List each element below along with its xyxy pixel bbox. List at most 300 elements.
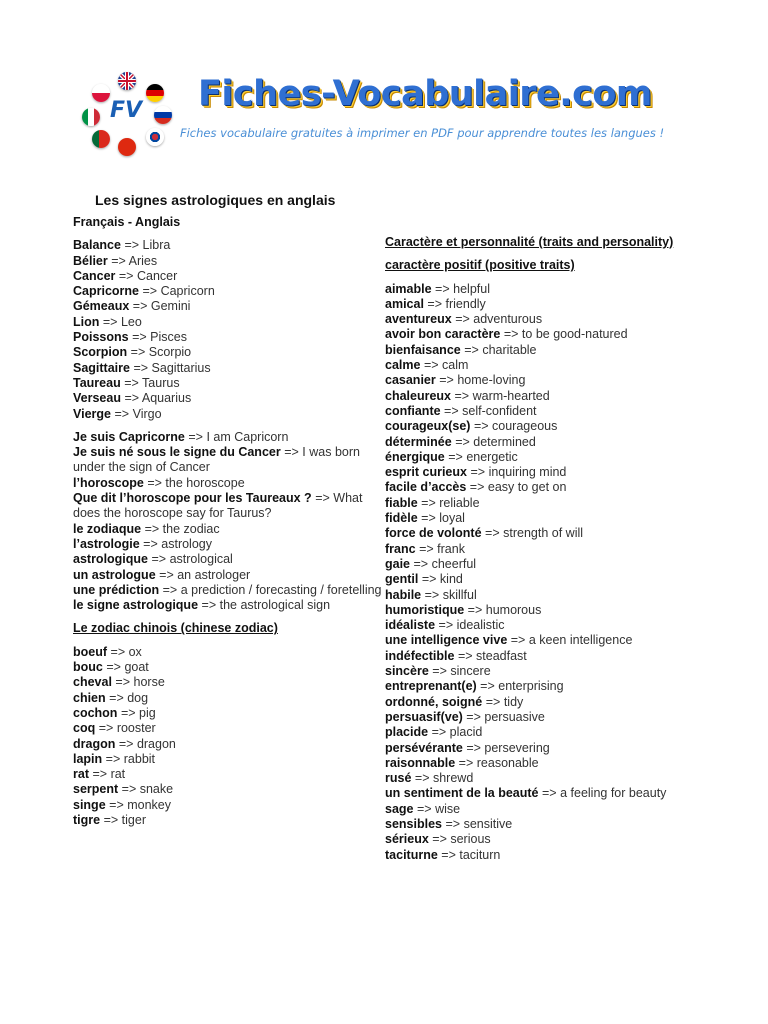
french-term: esprit curieux: [385, 465, 467, 480]
english-term: a keen intelligence: [528, 633, 633, 648]
french-term: chaleureux: [385, 388, 452, 403]
french-term: persévérante: [385, 740, 463, 755]
vocab-entry: [73, 269, 385, 284]
vocab-entry: [385, 358, 685, 373]
arrow-symbol: =>: [457, 648, 473, 663]
vocab-entry: [73, 813, 385, 828]
arrow-symbol: =>: [132, 330, 147, 345]
vocab-entry: [73, 238, 385, 253]
french-term: une prédiction: [73, 582, 160, 597]
english-term: a feeling for beauty: [560, 786, 667, 801]
vocab-entry: [73, 299, 385, 314]
vocab-entry: [73, 691, 385, 706]
arrow-symbol: =>: [439, 373, 454, 388]
vocab-entry: [73, 660, 385, 675]
french-term: persuasif(ve): [385, 709, 463, 724]
arrow-symbol: =>: [103, 812, 119, 827]
english-term: taciturn: [459, 847, 501, 862]
vocab-entry: [73, 284, 385, 299]
arrow-symbol: =>: [455, 312, 470, 327]
french-term: déterminée: [385, 434, 452, 449]
arrow-symbol: =>: [419, 541, 434, 556]
arrow-symbol: =>: [438, 618, 454, 633]
french-term: entreprenant(e): [385, 679, 477, 694]
french-term: calme: [385, 358, 421, 373]
vocab-entry: [73, 537, 385, 552]
english-term: tidy: [503, 694, 524, 709]
arrow-symbol: =>: [458, 755, 474, 770]
english-term: Virgo: [132, 406, 162, 421]
arrow-symbol: =>: [427, 296, 443, 311]
arrow-symbol: =>: [542, 786, 557, 801]
vocab-entry: [385, 465, 685, 480]
vocab-entry: [385, 603, 685, 618]
arrow-symbol: =>: [284, 445, 299, 460]
personality-section-header: Caractère et personnalité (traits and personality): [385, 235, 674, 249]
arrow-symbol: =>: [480, 679, 495, 694]
vocab-entry: [385, 817, 685, 832]
english-term: the zodiac: [162, 521, 220, 536]
vocab-entry: [385, 542, 685, 557]
english-term: Scorpio: [148, 345, 192, 360]
french-term: Je suis né sous le signe du Cancer: [73, 445, 281, 460]
vocab-entry: [385, 389, 685, 404]
arrow-symbol: =>: [188, 429, 203, 444]
french-term: Verseau: [73, 391, 121, 406]
french-term: habile: [385, 587, 422, 602]
arrow-symbol: =>: [421, 572, 437, 587]
vocab-entry: [73, 675, 385, 690]
french-term: sérieux: [385, 832, 429, 847]
french-term: avoir bon caractère: [385, 327, 501, 342]
vocab-entry: [385, 786, 685, 801]
english-term: the astrological sign: [219, 598, 331, 613]
arrow-symbol: =>: [435, 281, 450, 296]
portugal-flag-icon: [92, 130, 110, 148]
french-term: une intelligence vive: [385, 633, 508, 648]
vocab-entry: [73, 552, 385, 567]
vocab-entry: [73, 583, 385, 598]
english-term: Pisces: [150, 330, 187, 345]
french-term: Scorpion: [73, 345, 128, 360]
arrow-symbol: =>: [124, 238, 140, 253]
french-term: ordonné, soigné: [385, 694, 483, 709]
arrow-symbol: =>: [114, 406, 130, 421]
vocab-entry: [385, 511, 685, 526]
arrow-symbol: =>: [441, 847, 456, 862]
vocab-entry: [73, 598, 385, 613]
english-term: inquiring mind: [488, 465, 567, 480]
vocab-entry: [385, 633, 685, 648]
arrow-symbol: =>: [132, 299, 148, 314]
vocab-entry: [73, 430, 385, 445]
arrow-symbol: =>: [118, 268, 134, 283]
zodiac-signs-list: [73, 238, 385, 422]
arrow-symbol: =>: [503, 327, 519, 342]
arrow-symbol: =>: [124, 375, 139, 390]
french-term: l’astrologie: [73, 536, 140, 551]
french-term: courageux(se): [385, 419, 471, 434]
french-term: rusé: [385, 771, 412, 786]
english-term: adventurous: [473, 312, 543, 327]
english-term: Sagittarius: [151, 360, 211, 375]
english-term: placid: [449, 725, 483, 740]
vocab-entry: [73, 476, 385, 491]
french-term: Balance: [73, 238, 121, 253]
english-term: to be good-natured: [521, 327, 628, 342]
left-column: [73, 215, 385, 828]
vocab-entry: [385, 679, 685, 694]
french-term: Capricorne: [73, 284, 139, 299]
english-term: rat: [110, 767, 126, 782]
site-tagline: Fiches vocabulaire gratuites à imprimer en PDF pour apprendre toutes les langues !: [180, 126, 665, 140]
arrow-symbol: =>: [120, 705, 136, 720]
arrow-symbol: =>: [92, 767, 108, 782]
vocab-entry: [385, 771, 685, 786]
english-term: snake: [139, 782, 174, 797]
english-term: astrology: [161, 536, 212, 551]
french-term: tigre: [73, 812, 101, 827]
vocab-entry: [73, 568, 385, 583]
french-term: gaie: [385, 556, 411, 571]
english-term: kind: [439, 572, 463, 587]
english-term: rabbit: [123, 751, 156, 766]
french-term: fiable: [385, 495, 418, 510]
english-term: charitable: [482, 342, 537, 357]
vocab-entry: [73, 407, 385, 422]
vocab-entry: [385, 756, 685, 771]
english-term: home-loving: [457, 373, 526, 388]
english-term: cheerful: [431, 556, 477, 571]
vocab-entry: [73, 721, 385, 736]
arrow-symbol: =>: [485, 694, 501, 709]
french-term: indéfectible: [385, 648, 455, 663]
french-term: placide: [385, 725, 429, 740]
arrow-symbol: =>: [445, 816, 461, 831]
french-term: casanier: [385, 373, 436, 388]
english-term: a prediction / forecasting / foretelling: [180, 582, 382, 597]
french-term: dragon: [73, 736, 116, 751]
arrow-symbol: =>: [414, 771, 430, 786]
arrow-symbol: =>: [464, 342, 479, 357]
english-term: tiger: [121, 812, 146, 827]
english-term: persevering: [484, 740, 550, 755]
english-term: Gemini: [150, 299, 191, 314]
english-term: helpful: [453, 281, 490, 296]
vocab-entry: [385, 618, 685, 633]
arrow-symbol: =>: [470, 465, 486, 480]
english-term: astrological: [169, 552, 233, 567]
french-term: le signe astrologique: [73, 598, 199, 613]
english-term: reasonable: [476, 755, 539, 770]
french-term: singe: [73, 797, 106, 812]
french-term: Que dit l’horoscope pour les Taureaux ?: [73, 491, 312, 506]
english-term: determined: [473, 434, 536, 449]
english-term: skillful: [442, 587, 477, 602]
vocab-entry: [73, 376, 385, 391]
english-term: Libra: [142, 238, 171, 253]
french-term: facile d’accès: [385, 480, 467, 495]
french-term: un astrologue: [73, 567, 156, 582]
french-term: Lion: [73, 314, 100, 329]
arrow-symbol: =>: [162, 582, 178, 597]
french-term: Bélier: [73, 253, 108, 268]
english-term: enterprising: [498, 679, 564, 694]
flags-cluster-icon: [80, 68, 180, 164]
fv-badge: FV: [110, 98, 143, 123]
french-term: amical: [385, 296, 424, 311]
vocab-entry: [385, 710, 685, 725]
vocab-entry: [385, 496, 685, 511]
french-term: astrologique: [73, 552, 149, 567]
arrow-symbol: =>: [431, 725, 447, 740]
arrow-symbol: =>: [469, 480, 485, 495]
english-term: friendly: [445, 296, 486, 311]
french-term: Sagittaire: [73, 360, 130, 375]
arrow-symbol: =>: [467, 602, 483, 617]
english-term: frank: [437, 541, 465, 556]
english-term: pig: [139, 705, 156, 720]
arrow-symbol: =>: [421, 495, 436, 510]
english-term: Capricorn: [160, 284, 215, 299]
english-term: warm-hearted: [472, 388, 550, 403]
english-term: Aquarius: [141, 391, 192, 406]
french-term: Gémeaux: [73, 299, 130, 314]
english-term: the horoscope: [165, 475, 245, 490]
english-term: horse: [133, 675, 165, 690]
english-term: Cancer: [136, 268, 178, 283]
vocab-entry: [385, 435, 685, 450]
vocab-entry: [385, 832, 685, 847]
english-term: dog: [127, 690, 149, 705]
arrow-symbol: =>: [423, 358, 439, 373]
positive-traits-list: [385, 282, 685, 863]
vocab-entry: [73, 767, 385, 782]
arrow-symbol: =>: [201, 598, 217, 613]
french-term: énergique: [385, 449, 445, 464]
arrow-symbol: =>: [115, 675, 131, 690]
french-term: le zodiaque: [73, 521, 142, 536]
arrow-symbol: =>: [106, 660, 121, 675]
french-term: serpent: [73, 782, 119, 797]
french-term: Cancer: [73, 268, 116, 283]
astrology-phrases-list: [73, 430, 385, 614]
french-term: force de volonté: [385, 526, 482, 541]
english-term: goat: [124, 660, 149, 675]
vocab-entry: [73, 391, 385, 406]
french-term: Je suis Capricorne: [73, 429, 185, 444]
english-term: shrewd: [432, 771, 474, 786]
arrow-symbol: =>: [151, 552, 167, 567]
english-term: an astrologer: [177, 567, 251, 582]
english-term: steadfast: [476, 648, 527, 663]
chinese-zodiac-list: [73, 645, 385, 829]
french-term: confiante: [385, 403, 441, 418]
english-term: easy to get on: [487, 480, 567, 495]
vocab-entry: [73, 752, 385, 767]
french-term: bienfaisance: [385, 342, 461, 357]
poland-flag-icon: [92, 84, 110, 102]
french-term: boeuf: [73, 644, 108, 659]
vocab-entry: [73, 782, 385, 797]
uk-flag-icon: [118, 72, 136, 90]
french-term: aimable: [385, 281, 432, 296]
arrow-symbol: =>: [448, 449, 463, 464]
english-term: calm: [442, 358, 469, 373]
vocab-entry: [73, 798, 385, 813]
arrow-symbol: =>: [98, 721, 114, 736]
english-term: I was born under the sign of Cancer: [73, 445, 360, 475]
arrow-symbol: =>: [109, 690, 124, 705]
french-term: coq: [73, 721, 96, 736]
arrow-symbol: =>: [118, 736, 134, 751]
french-term: gentil: [385, 572, 419, 587]
arrow-symbol: =>: [144, 521, 160, 536]
vocab-entry: [385, 526, 685, 541]
vocab-entry: [73, 445, 385, 476]
arrow-symbol: =>: [130, 345, 146, 360]
french-term: franc: [385, 541, 416, 556]
arrow-symbol: =>: [121, 782, 137, 797]
english-term: energetic: [466, 449, 518, 464]
site-logo: [80, 68, 680, 164]
french-term: sincère: [385, 664, 429, 679]
arrow-symbol: =>: [142, 284, 158, 299]
chinese-zodiac-header: Le zodiac chinois (chinese zodiac): [73, 621, 278, 636]
arrow-symbol: =>: [315, 491, 330, 506]
page-title: Les signes astrologiques en anglais: [95, 192, 336, 208]
french-term: rat: [73, 767, 89, 782]
french-term: cochon: [73, 705, 118, 720]
vocab-entry: [73, 491, 385, 522]
french-term: l’horoscope: [73, 475, 144, 490]
english-term: sincere: [450, 664, 491, 679]
english-term: monkey: [127, 797, 172, 812]
french-term: bouc: [73, 660, 103, 675]
vocab-entry: [385, 297, 685, 312]
french-term: humoristique: [385, 602, 465, 617]
english-term: courageous: [492, 419, 558, 434]
arrow-symbol: =>: [105, 751, 121, 766]
vocab-entry: [385, 664, 685, 679]
arrow-symbol: =>: [110, 644, 126, 659]
arrow-symbol: =>: [455, 434, 470, 449]
english-term: sensitive: [463, 816, 513, 831]
arrow-symbol: =>: [147, 475, 162, 490]
french-term: sage: [385, 801, 414, 816]
arrow-symbol: =>: [124, 391, 140, 406]
english-term: humorous: [485, 602, 542, 617]
english-term: Taurus: [142, 375, 180, 390]
vocab-entry: [385, 343, 685, 358]
russia-flag-icon: [154, 106, 172, 124]
french-term: raisonnable: [385, 755, 456, 770]
vocab-entry: [73, 522, 385, 537]
french-term: chien: [73, 690, 106, 705]
english-term: What does the horoscope say for Taurus?: [73, 491, 363, 521]
arrow-symbol: =>: [102, 314, 118, 329]
english-term: idealistic: [456, 618, 505, 633]
arrow-symbol: =>: [466, 740, 481, 755]
arrow-symbol: =>: [432, 664, 447, 679]
vocab-entry: [73, 706, 385, 721]
site-name: Fiches-Vocabulaire.com: [198, 74, 652, 114]
korea-flag-icon: [146, 128, 164, 146]
english-term: serious: [450, 832, 491, 847]
arrow-symbol: =>: [454, 388, 470, 403]
english-term: Leo: [120, 314, 142, 329]
vocab-entry: [385, 802, 685, 817]
vocab-entry: [385, 373, 685, 388]
vocab-entry: [73, 254, 385, 269]
french-term: cheval: [73, 675, 112, 690]
vocab-entry: [73, 315, 385, 330]
positive-traits-header: caractère positif (positive traits): [385, 258, 575, 273]
arrow-symbol: =>: [510, 633, 526, 648]
arrow-symbol: =>: [416, 801, 432, 816]
vocab-entry: [385, 450, 685, 465]
english-term: Aries: [128, 253, 158, 268]
french-term: fidèle: [385, 511, 418, 526]
arrow-symbol: =>: [421, 511, 436, 526]
language-header: Français - Anglais: [73, 215, 181, 229]
arrow-symbol: =>: [485, 526, 500, 541]
vocab-entry: [385, 725, 685, 740]
arrow-symbol: =>: [159, 567, 174, 582]
french-term: aventureux: [385, 312, 452, 327]
vocab-entry: [73, 345, 385, 360]
french-term: un sentiment de la beauté: [385, 786, 539, 801]
english-term: persuasive: [484, 709, 545, 724]
arrow-symbol: =>: [473, 419, 489, 434]
french-term: Vierge: [73, 406, 111, 421]
vocab-entry: [385, 419, 685, 434]
vocab-entry: [385, 588, 685, 603]
arrow-symbol: =>: [133, 360, 149, 375]
vocab-entry: [385, 557, 685, 572]
vocab-entry: [385, 282, 685, 297]
english-term: dragon: [136, 736, 176, 751]
english-term: reliable: [439, 495, 480, 510]
arrow-symbol: =>: [111, 253, 126, 268]
vocab-entry: [385, 572, 685, 587]
vocab-entry: [385, 695, 685, 710]
english-term: wise: [435, 801, 461, 816]
arrow-symbol: =>: [109, 797, 124, 812]
vocab-entry: [385, 312, 685, 327]
french-term: taciturne: [385, 847, 438, 862]
arrow-symbol: =>: [466, 709, 481, 724]
arrow-symbol: =>: [143, 536, 158, 551]
germany-flag-icon: [146, 84, 164, 102]
vocab-entry: [73, 737, 385, 752]
english-term: rooster: [116, 721, 156, 736]
china-flag-icon: [118, 138, 136, 156]
arrow-symbol: =>: [432, 832, 447, 847]
french-term: sensibles: [385, 816, 442, 831]
english-term: loyal: [439, 511, 465, 526]
french-term: lapin: [73, 751, 103, 766]
english-term: I am Capricorn: [206, 429, 289, 444]
vocab-entry: [385, 741, 685, 756]
french-term: idéaliste: [385, 618, 436, 633]
vocab-entry: [385, 848, 685, 863]
english-term: self-confident: [462, 403, 537, 418]
vocab-entry: [385, 649, 685, 664]
english-term: ox: [128, 644, 142, 659]
arrow-symbol: =>: [424, 587, 440, 602]
french-term: Poissons: [73, 330, 129, 345]
